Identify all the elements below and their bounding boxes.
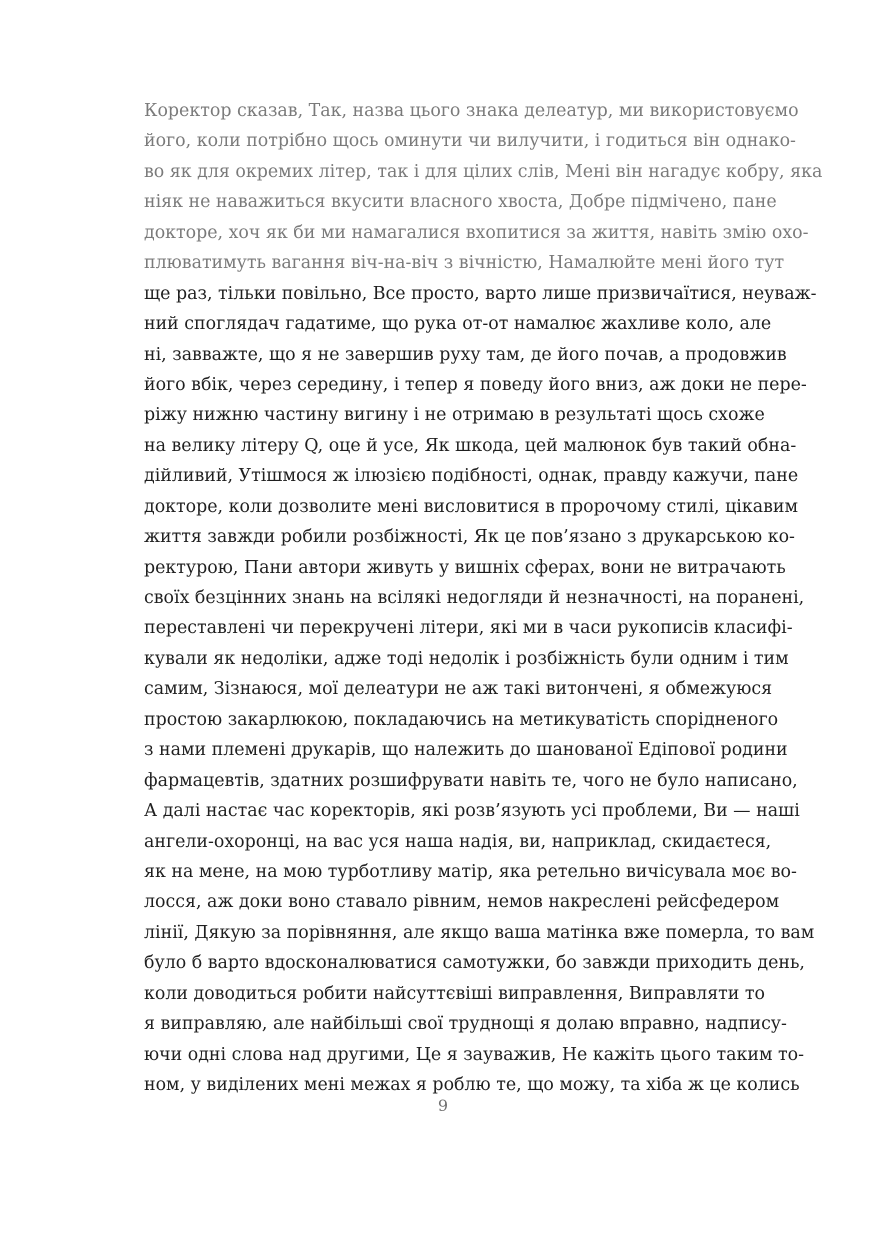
text-line: ще раз, тільки повільно, Все просто, варто лише призвичаїтися, неуваж-: [144, 283, 817, 304]
body-text: [144, 96, 823, 1100]
text-line: я виправляю, але найбільші свої труднощі я долаю вправно, надпису-: [144, 1014, 787, 1035]
text-line: як на мене, на мою турботливу матір, яка ретельно вичісувала моє во-: [144, 861, 797, 882]
text-line: з нами племені друкарів, що належить до шанованої Едіпової родини: [144, 740, 788, 761]
text-line: ріжу нижню частину вигину і не отримаю в результаті щось схоже: [144, 405, 765, 426]
text-line: ніяк не наважиться вкусити власного хвоста, Добре підмічено, пане: [144, 192, 777, 213]
text-line: ючи одні слова над другими, Це я зауважив, Не кажіть цього таким то-: [144, 1044, 804, 1065]
text-line: його, коли потрібно щось оминути чи вилучити, і годиться він однако-: [144, 131, 796, 152]
text-line: ректурою, Пани автори живуть у вишніх сферах, вони не витрачають: [144, 557, 786, 578]
text-line: лосся, аж доки воно ставало рівним, немов накреслені рейсфедером: [144, 892, 780, 913]
text-line: ном, у виділених мені межах я роблю те, що можу, та хіба ж це колись: [144, 1075, 800, 1095]
text-line: кували як недоліки, адже тоді недолік і розбіжність були одним і тим: [144, 648, 789, 669]
text-line: фармацевтів, здатних розшифрувати навіть те, чого не було написано,: [144, 770, 798, 791]
text-line: дійливий, Утішмося ж ілюзією подібності, однак, правду кажучи, пане: [144, 466, 799, 487]
text-line: ангели-охоронці, на вас уся наша надія, ви, наприклад, скидаєтеся,: [144, 831, 772, 852]
text-line: було б варто вдосконалюватися самотужки, бо завжди приходить день,: [144, 953, 805, 974]
text-line: простою закарлюкою, покладаючись на метикуватість спорідненого: [144, 709, 779, 730]
text-line: коли доводиться робити найсуттєвіші виправлення, Виправляти то: [144, 983, 766, 1004]
text-line: А далі настає час коректорів, які розв’язують усі проблеми, Ви — наші: [144, 801, 800, 822]
text-line: во як для окремих літер, так і для цілих слів, Мені він нагадує кобру, яка: [144, 161, 823, 182]
text-line: плюватимуть вагання віч-на-віч з вічністю, Намалюйте мені його тут: [144, 253, 785, 274]
text-line: ний споглядач гадатиме, що рука от-от намалює жахливе коло, але: [144, 314, 772, 335]
text-line: його вбік, через середину, і тепер я поведу його вниз, аж доки не пере-: [144, 374, 807, 395]
text-line: докторе, коли дозволите мені висловитися в пророчому стилі, цікавим: [144, 496, 798, 517]
text-line: докторе, хоч як би ми намагалися вхопитися за життя, навіть змію охо-: [144, 222, 809, 243]
text-line: Коректор сказав, Так, назва цього знака делеатур, ми використовуємо: [144, 101, 799, 121]
text-line: ні, завважте, що я не завершив руху там, де його почав, а продовжив: [144, 344, 787, 365]
text-line: самим, Зізнаюся, мої делеатури не аж такі витончені, я обмежуюся: [144, 679, 773, 700]
text-line: життя завжди робили розбіжності, Як це пов’язано з друкарською ко-: [144, 527, 795, 548]
text-line: переставлені чи перекручені літери, які ми в часи рукописів класифі-: [144, 618, 793, 639]
page-number: 9: [437, 1096, 449, 1115]
text-line: лінії, Дякую за порівняння, але якщо ваша матінка вже померла, то вам: [144, 922, 815, 943]
text-line: на велику літеру Q, оце й усе, Як шкода, цей малюнок був такий обна-: [144, 435, 797, 456]
text-line: своїх безцінних знань на всілякі недогляди й незначності, на поранені,: [144, 588, 805, 608]
